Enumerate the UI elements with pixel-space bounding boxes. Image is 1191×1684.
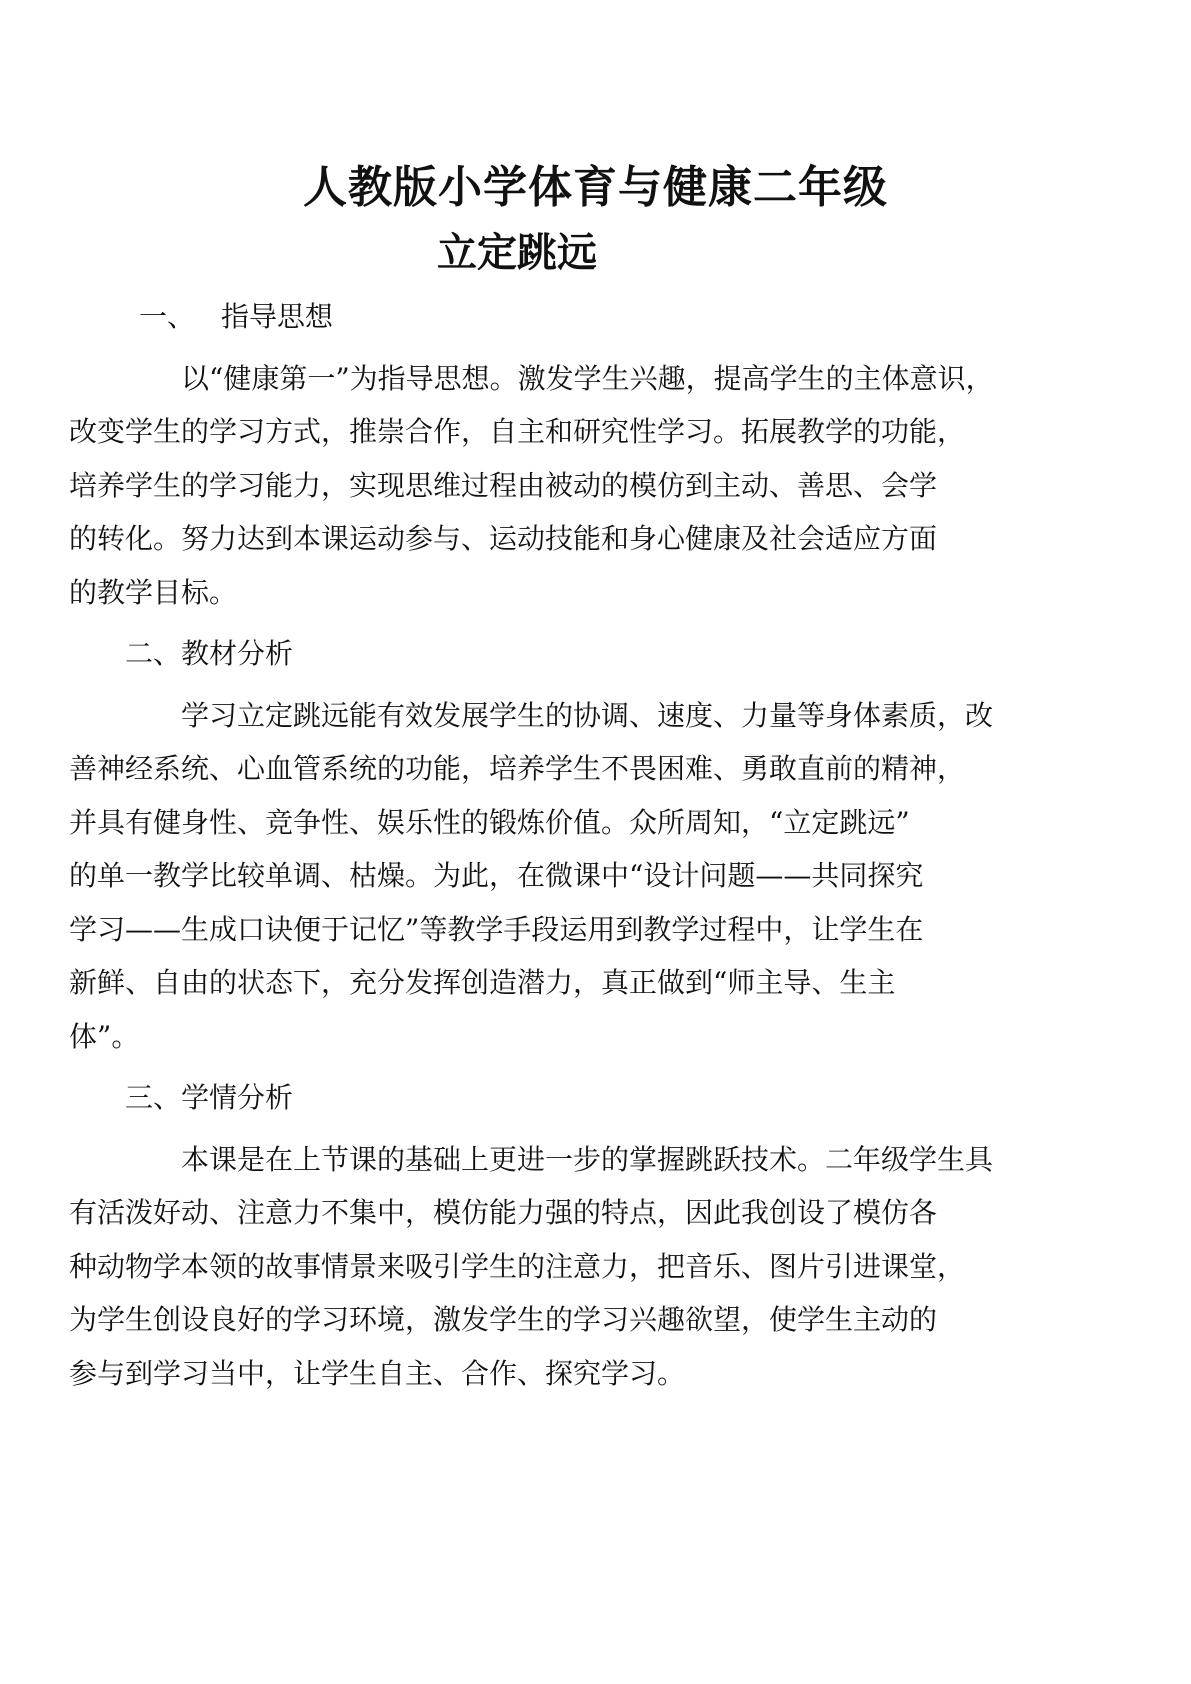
document-body (69, 290, 1085, 1408)
section-heading-guiding-ideology (125, 290, 1085, 344)
section-number: 三、 (125, 1081, 182, 1114)
section-heading-material-analysis (125, 627, 1085, 681)
paragraph-line: 参与到学习当中，让学生自主、合作、探究学习。 (69, 1356, 686, 1390)
section-title: 教材分析 (181, 637, 294, 670)
paragraph-line: 有活泼好动、注意力不集中，模仿能力强的特点，因此我创设了模仿各 (69, 1196, 938, 1229)
paragraph-line: 本课是在上节课的基础上更进一步的掌握跳跃技术。二年级学生具 (181, 1142, 994, 1176)
section-number: 二、 (125, 637, 182, 670)
paragraph-line: 新鲜、自由的状态下，充分发挥创造潜力，真正做到“师主导、生主 (69, 966, 896, 999)
paragraph-line: 体”。 (69, 1019, 140, 1053)
paragraph-line: 学习——生成口诀便于记忆”等教学手段运用到教学过程中，让学生在 (69, 912, 924, 946)
paragraph-line: 的单一教学比较单调、枯燥。为此，在微课中“设计问题——共同探究 (69, 859, 924, 892)
paragraph-line: 学习立定跳远能有效发展学生的协调、速度、力量等身体素质，改 (181, 698, 994, 732)
paragraph-line: 为学生创设良好的学习环境，激发学生的学习兴趣欲望，使学生主动的 (69, 1303, 938, 1336)
document-subtitle: 立定跳远 (437, 229, 597, 276)
paragraph-line: 的转化。努力达到本课运动参与、运动技能和身心健康及社会适应方面 (69, 522, 938, 555)
section-title: 指导思想 (221, 300, 334, 333)
document-title: 人教版小学体育与健康二年级 (303, 162, 888, 213)
paragraph-line: 以“健康第一”为指导思想。激发学生兴趣，提高学生的主体意识， (181, 361, 994, 395)
section-heading-learner-analysis (125, 1071, 1085, 1125)
paragraph-line: 的教学目标。 (69, 575, 238, 609)
paragraph-line: 改变学生的学习方式，推崇合作，自主和研究性学习。拓展教学的功能， (69, 415, 966, 448)
section-number: 一、 (139, 300, 196, 333)
paragraph-line: 种动物学本领的故事情景来吸引学生的注意力，把音乐、图片引进课堂， (69, 1249, 966, 1283)
paragraph-line: 并具有健身性、竞争性、娱乐性的锻炼价值。众所周知，“立定跳远” (69, 805, 910, 839)
section-paragraph-learner-analysis (69, 1133, 1085, 1401)
paragraph-line: 善神经系统、心血管系统的功能，培养学生不畏困难、勇敢直前的精神， (69, 752, 966, 785)
section-paragraph-material-analysis (69, 689, 1085, 1064)
section-title: 学情分析 (181, 1081, 294, 1114)
section-paragraph-guiding-ideology (69, 352, 1085, 620)
paragraph-line: 培养学生的学习能力，实现思维过程由被动的模仿到主动、善思、会学 (69, 468, 938, 502)
